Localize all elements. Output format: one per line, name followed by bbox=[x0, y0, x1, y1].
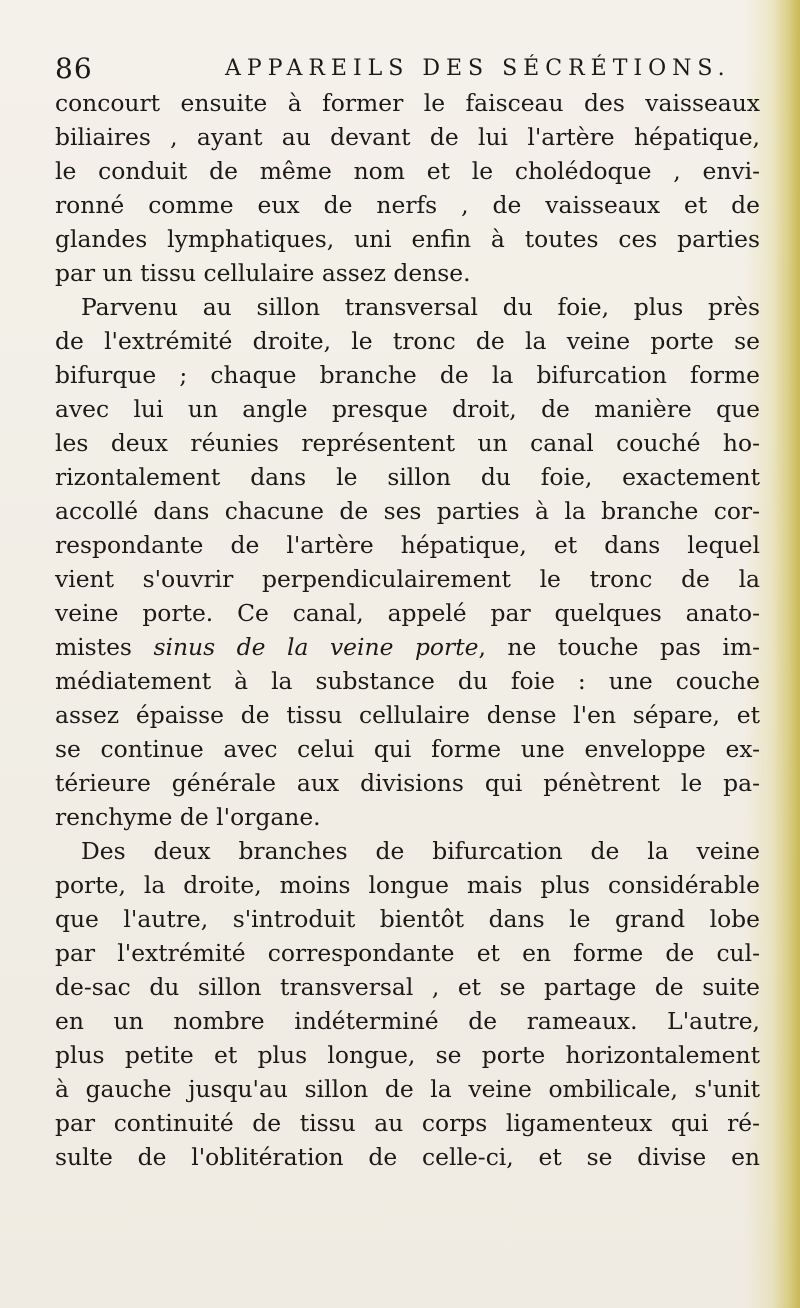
text-line: par l'extrémité correspondante et en forme de cul- bbox=[55, 939, 760, 967]
running-head: APPAREILS DES SÉCRÉTIONS. bbox=[225, 56, 731, 81]
body-text bbox=[55, 86, 760, 1174]
text-line: assez épaisse de tissu cellulaire dense l'en sépare, et bbox=[55, 701, 760, 729]
text-line: respondante de l'artère hépatique, et dans lequel bbox=[55, 531, 760, 559]
text-line: médiatement à la substance du foie : une couche bbox=[55, 667, 760, 695]
page-header bbox=[55, 52, 755, 88]
text-line: les deux réunies représentent un canal couché ho- bbox=[55, 429, 760, 457]
italic-term: sinus de la veine porte bbox=[153, 633, 479, 661]
text-line: Des deux branches de bifurcation de la veine bbox=[81, 837, 760, 865]
text-line: concourt ensuite à former le faisceau des vaisseaux bbox=[55, 89, 760, 117]
text-line: ronné comme eux de nerfs , de vaisseaux et de bbox=[55, 191, 760, 219]
text-line: bifurque ; chaque branche de la bifurcation forme bbox=[55, 361, 760, 389]
text-line: accollé dans chacune de ses parties à la branche cor- bbox=[55, 497, 760, 525]
text-line: à gauche jusqu'au sillon de la veine ombilicale, s'unit bbox=[55, 1075, 760, 1103]
page-edge-stain bbox=[772, 0, 800, 1308]
text-line: porte, la droite, moins longue mais plus considérable bbox=[55, 871, 760, 899]
text-line: de-sac du sillon transversal , et se partage de suite bbox=[55, 973, 760, 1001]
text-line: le conduit de même nom et le cholédoque , envi- bbox=[55, 157, 760, 185]
text-line: vient s'ouvrir perpendiculairement le tronc de la bbox=[55, 565, 760, 593]
text-line: veine porte. Ce canal, appelé par quelques anato- bbox=[55, 599, 760, 627]
text-line: térieure générale aux divisions qui pénètrent le pa- bbox=[55, 769, 760, 797]
text-line: mistes sinus de la veine porte, ne touche pas im- bbox=[55, 633, 760, 661]
text-line: Parvenu au sillon transversal du foie, plus près bbox=[81, 293, 760, 321]
text-line: plus petite et plus longue, se porte horizontalement bbox=[55, 1041, 760, 1069]
text-line: se continue avec celui qui forme une enveloppe ex- bbox=[55, 735, 760, 763]
text-line: par un tissu cellulaire assez dense. bbox=[55, 259, 471, 287]
text-line: en un nombre indéterminé de rameaux. L'autre, bbox=[55, 1007, 760, 1035]
text-line: que l'autre, s'introduit bientôt dans le grand lobe bbox=[55, 905, 760, 933]
text-line: par continuité de tissu au corps ligamenteux qui ré- bbox=[55, 1109, 760, 1137]
text-line: glandes lymphatiques, uni enfin à toutes ces parties bbox=[55, 225, 760, 253]
text-line: renchyme de l'organe. bbox=[55, 803, 321, 831]
text-line: avec lui un angle presque droit, de manière que bbox=[55, 395, 760, 423]
text-line: biliaires , ayant au devant de lui l'artère hépatique, bbox=[55, 123, 760, 151]
text-line: rizontalement dans le sillon du foie, exactement bbox=[55, 463, 760, 491]
text-line: de l'extrémité droite, le tronc de la veine porte se bbox=[55, 327, 760, 355]
text-line: sulte de l'oblitération de celle-ci, et se divise en bbox=[55, 1143, 760, 1171]
page-number: 86 bbox=[55, 52, 93, 85]
